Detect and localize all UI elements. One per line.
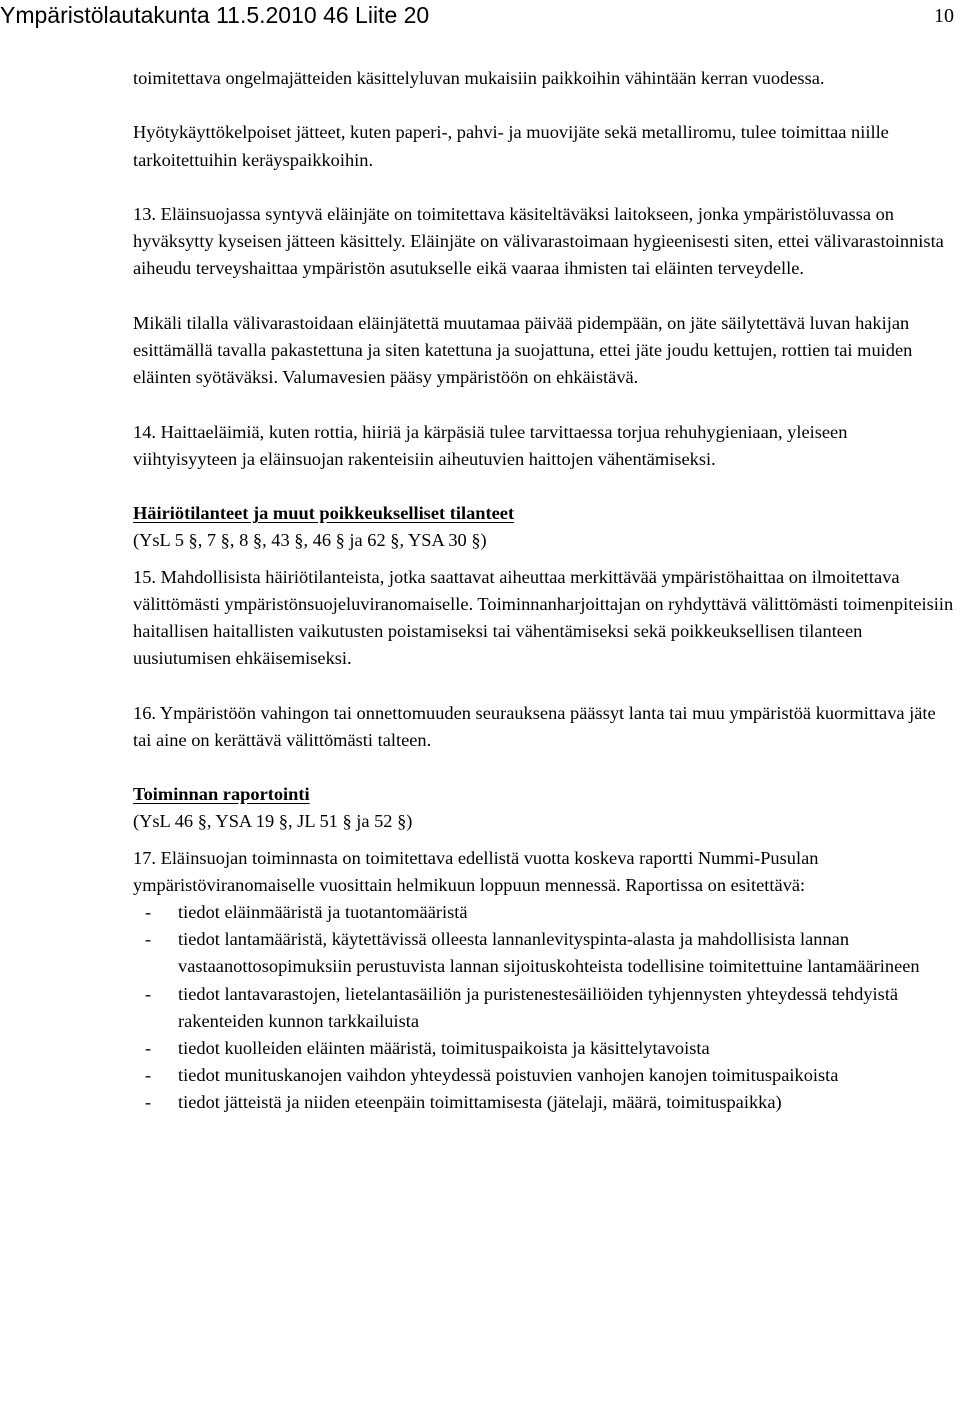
section-disturbances: [133, 500, 956, 554]
list-item: - tiedot munituskanojen vaihdon yhteydessä poistuvien vanhojen kanojen toimituspaikoista: [133, 1062, 956, 1089]
paragraph-14-pests: 14. Haittaeläimiä, kuten rottia, hiiriä ja kärpäsiä tulee tarvittaessa torjua rehuhygieniaan, yleiseen viihtyisyyteen ja eläinsuojan rakenteisiin aiheutuvien haittojen vähentämiseksi.: [133, 421, 848, 469]
page-number: 10: [934, 5, 954, 27]
paragraph-interim-storage: Mikäli tilalla välivarastoidaan eläinjätettä muutamaa päivää pidempään, on jäte säilytettävä luvan hakijan esittämällä tavalla pakastettuna ja siten katettuna ja suojattuna, ettei jäte joudu kettujen, rottien tai muiden eläinten syötäväksi. Valumavesien pääsy ympäristöön on ehkäistävä.: [133, 312, 913, 388]
list-item: - tiedot eläinmääristä ja tuotantomääristä: [133, 899, 956, 926]
report-contents-list: [133, 899, 956, 1117]
paragraph-16-spills: 16. Ympäristöön vahingon tai onnettomuuden seurauksena päässyt lanta tai muu ympäristöä kuormittava jäte tai aine on kerättävä välittömästi talteen.: [133, 702, 936, 750]
page-header: [0, 0, 960, 36]
section-reporting: [133, 781, 956, 835]
list-item: - tiedot jätteistä ja niiden eteenpäin toimittamisesta (jätelaji, määrä, toimituspaikka): [133, 1089, 956, 1116]
document-body: [133, 65, 956, 1117]
document-title: Ympäristölautakunta 11.5.2010 46 Liite 20: [0, 2, 430, 28]
paragraph-15-incidents: 15. Mahdollisista häiriötilanteista, jotka saattavat aiheuttaa merkittävää ympäristöhaittaa on ilmoitettava välittömästi ympäristönsuojeluviranomaiselle. Toiminnanharjoittajan on ryhdyttävä välittömästi toimenpiteisiin haitallisen haitallisten vaikutusten poistamiseksi tai vähentämiseksi sekä poikkeuksellisen tilanteen uusiutumisen ehkäisemiseksi.: [133, 566, 954, 669]
paragraph-recyclables: Hyötykäyttökelpoiset jätteet, kuten paperi-, pahvi- ja muovijäte sekä metalliromu, tulee toimittaa niille tarkoitettuihin keräyspaikkoihin.: [133, 122, 889, 170]
list-item: - tiedot kuolleiden eläinten määristä, toimituspaikoista ja käsittelytavoista: [133, 1035, 956, 1062]
list-item: - tiedot lantamääristä, käytettävissä olleesta lannanlevityspinta-alasta ja mahdollisista lannan vastaanottosopimuksiin perustuvista lannan sijoituskohteista todellisine toimitettuine lantamäärineen: [133, 926, 956, 980]
section-legal-reference: (YsL 5 §, 7 §, 8 §, 43 §, 46 § ja 62 §, YSA 30 §): [133, 530, 487, 551]
section-heading-disturbances: Häiriötilanteet ja muut poikkeukselliset tilanteet: [133, 503, 515, 524]
section-heading-reporting: Toiminnan raportointi: [133, 784, 310, 805]
paragraph-waste-delivery: toimitettava ongelmajätteiden käsittelyluvan mukaisiin paikkoihin vähintään kerran vuodessa.: [133, 68, 825, 88]
paragraph-13-animal-waste: 13. Eläinsuojassa syntyvä eläinjäte on toimitettava käsiteltäväksi laitokseen, jonka ympäristöluvassa on hyväksytty kyseisen jätteen käsittely. Eläinjäte on välivarastoimaan hygieenisesti siten, ettei välivarastoinnista aiheudu terveyshaittaa ympäristön asutukselle eikä vaaraa ihmisten tai eläinten terveydelle.: [133, 203, 944, 279]
section-legal-reference: (YsL 46 §, YSA 19 §, JL 51 § ja 52 §): [133, 811, 413, 832]
list-item: - tiedot lantavarastojen, lietelantasäiliön ja puristenestesäiliöiden tyhjennysten yhteydessä tehdyistä rakenteiden kunnon tarkkailuista: [133, 981, 956, 1035]
paragraph-17-report: 17. Eläinsuojan toiminnasta on toimitettava edellistä vuotta koskeva raportti Nummi-Pusulan ympäristöviranomaiselle vuosittain helmikuun loppuun mennessä. Raportissa on esitettävä:: [133, 847, 819, 895]
